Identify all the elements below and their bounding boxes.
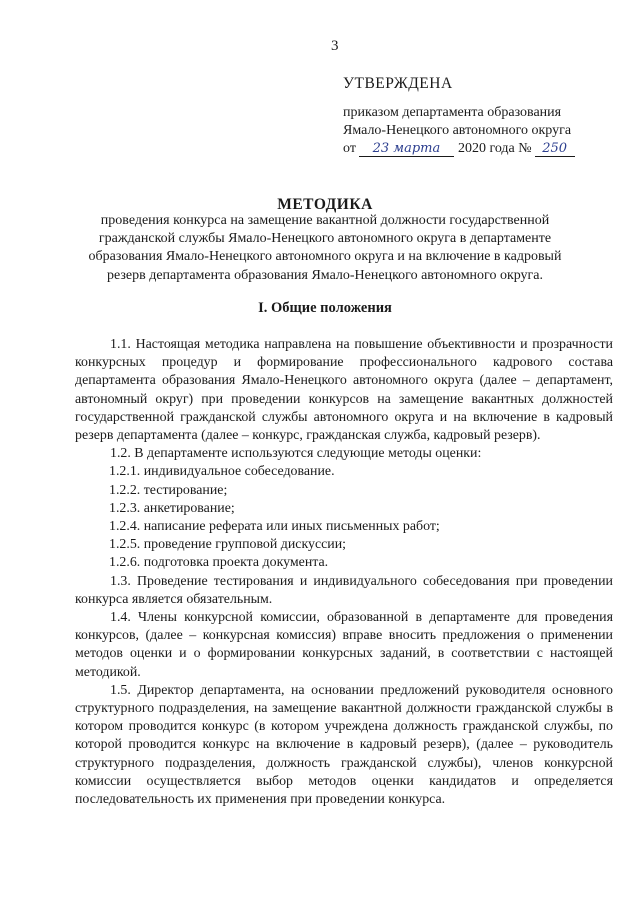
method-item: 1.2.3. анкетирование; — [109, 500, 235, 516]
order-year: 2020 года № — [457, 141, 532, 156]
paragraph-1-1: 1.1. Настоящая методика направлена на повышение объективности и прозрачности конкурсных процедур и формирование профессионального кадрового состава департамента образования Ямало-Ненецкого автономного округа (далее – департамент, автономный округ) при проведении конкурсов на замещение вакантных должностей государственной гражданской службы автономного округа и на включение в кадровый резерв департамента (далее – конкурс, гражданская служба, кадровый резерв). — [75, 337, 613, 444]
paragraph-1-2: 1.2. В департаменте используются следующие методы оценки: — [110, 446, 482, 462]
method-item: 1.2.4. написание реферата или иных письменных работ; — [109, 519, 440, 535]
method-item: 1.2.5. проведение групповой дискуссии; — [109, 537, 347, 553]
document-subtitle: проведения конкурса на замещение вакантной должности государственной гражданской службы Ямало-Ненецкого автономного округа в департаменте образования Ямало-Ненецкого автономного округа и на включение в кадровый резерв департамента образования Ямало-Ненецкого автономного округа. — [88, 213, 562, 283]
handwritten-date: 23 марта — [359, 142, 454, 157]
approval-line-1: приказом департамента образования — [343, 105, 562, 120]
document-title: МЕТОДИКА — [277, 196, 373, 213]
order-date-line — [343, 140, 623, 158]
approval-line-2: Ямало-Ненецкого автономного округа — [343, 123, 572, 138]
paragraph-1-4: 1.4. Члены конкурсной комиссии, образованной в департаменте для проведения конкурсов, (далее – конкурсная комиссия) вправе вносить предложения о применении методов оценки и о формировании конкурсных заданий, в соответствии с настоящей методикой. — [75, 610, 613, 680]
page-number: 3 — [331, 38, 339, 54]
document-body — [75, 336, 613, 809]
paragraph-1-5: 1.5. Директор департамента, на основании предложений руководителя основного структурного подразделения, на замещение вакантной должности гражданской службы в котором проводится конкурс (в котором учреждена должность гражданской службы, по которой проводится конкурс на включение в кадровый резерв), (далее – руководитель структурного подразделения, должность гражданской службы), членов конкурсной комиссии осуществляется выбор методов оценки кандидатов и определяется последовательность их применения при проведении конкурса. — [75, 682, 613, 808]
method-item: 1.2.1. индивидуальное собеседование. — [109, 464, 335, 480]
approval-title: УТВЕРЖДЕНА — [343, 75, 453, 92]
handwritten-number: 250 — [535, 142, 575, 157]
section-heading: I. Общие положения — [258, 300, 392, 316]
order-prefix: от — [343, 141, 356, 156]
method-item: 1.2.6. подготовка проекта документа. — [109, 555, 329, 571]
approval-stamp — [343, 75, 623, 158]
paragraph-1-3: 1.3. Проведение тестирования и индивидуального собеседования при проведении конкурса является обязательным. — [75, 573, 613, 607]
method-item: 1.2.2. тестирование; — [109, 482, 228, 498]
